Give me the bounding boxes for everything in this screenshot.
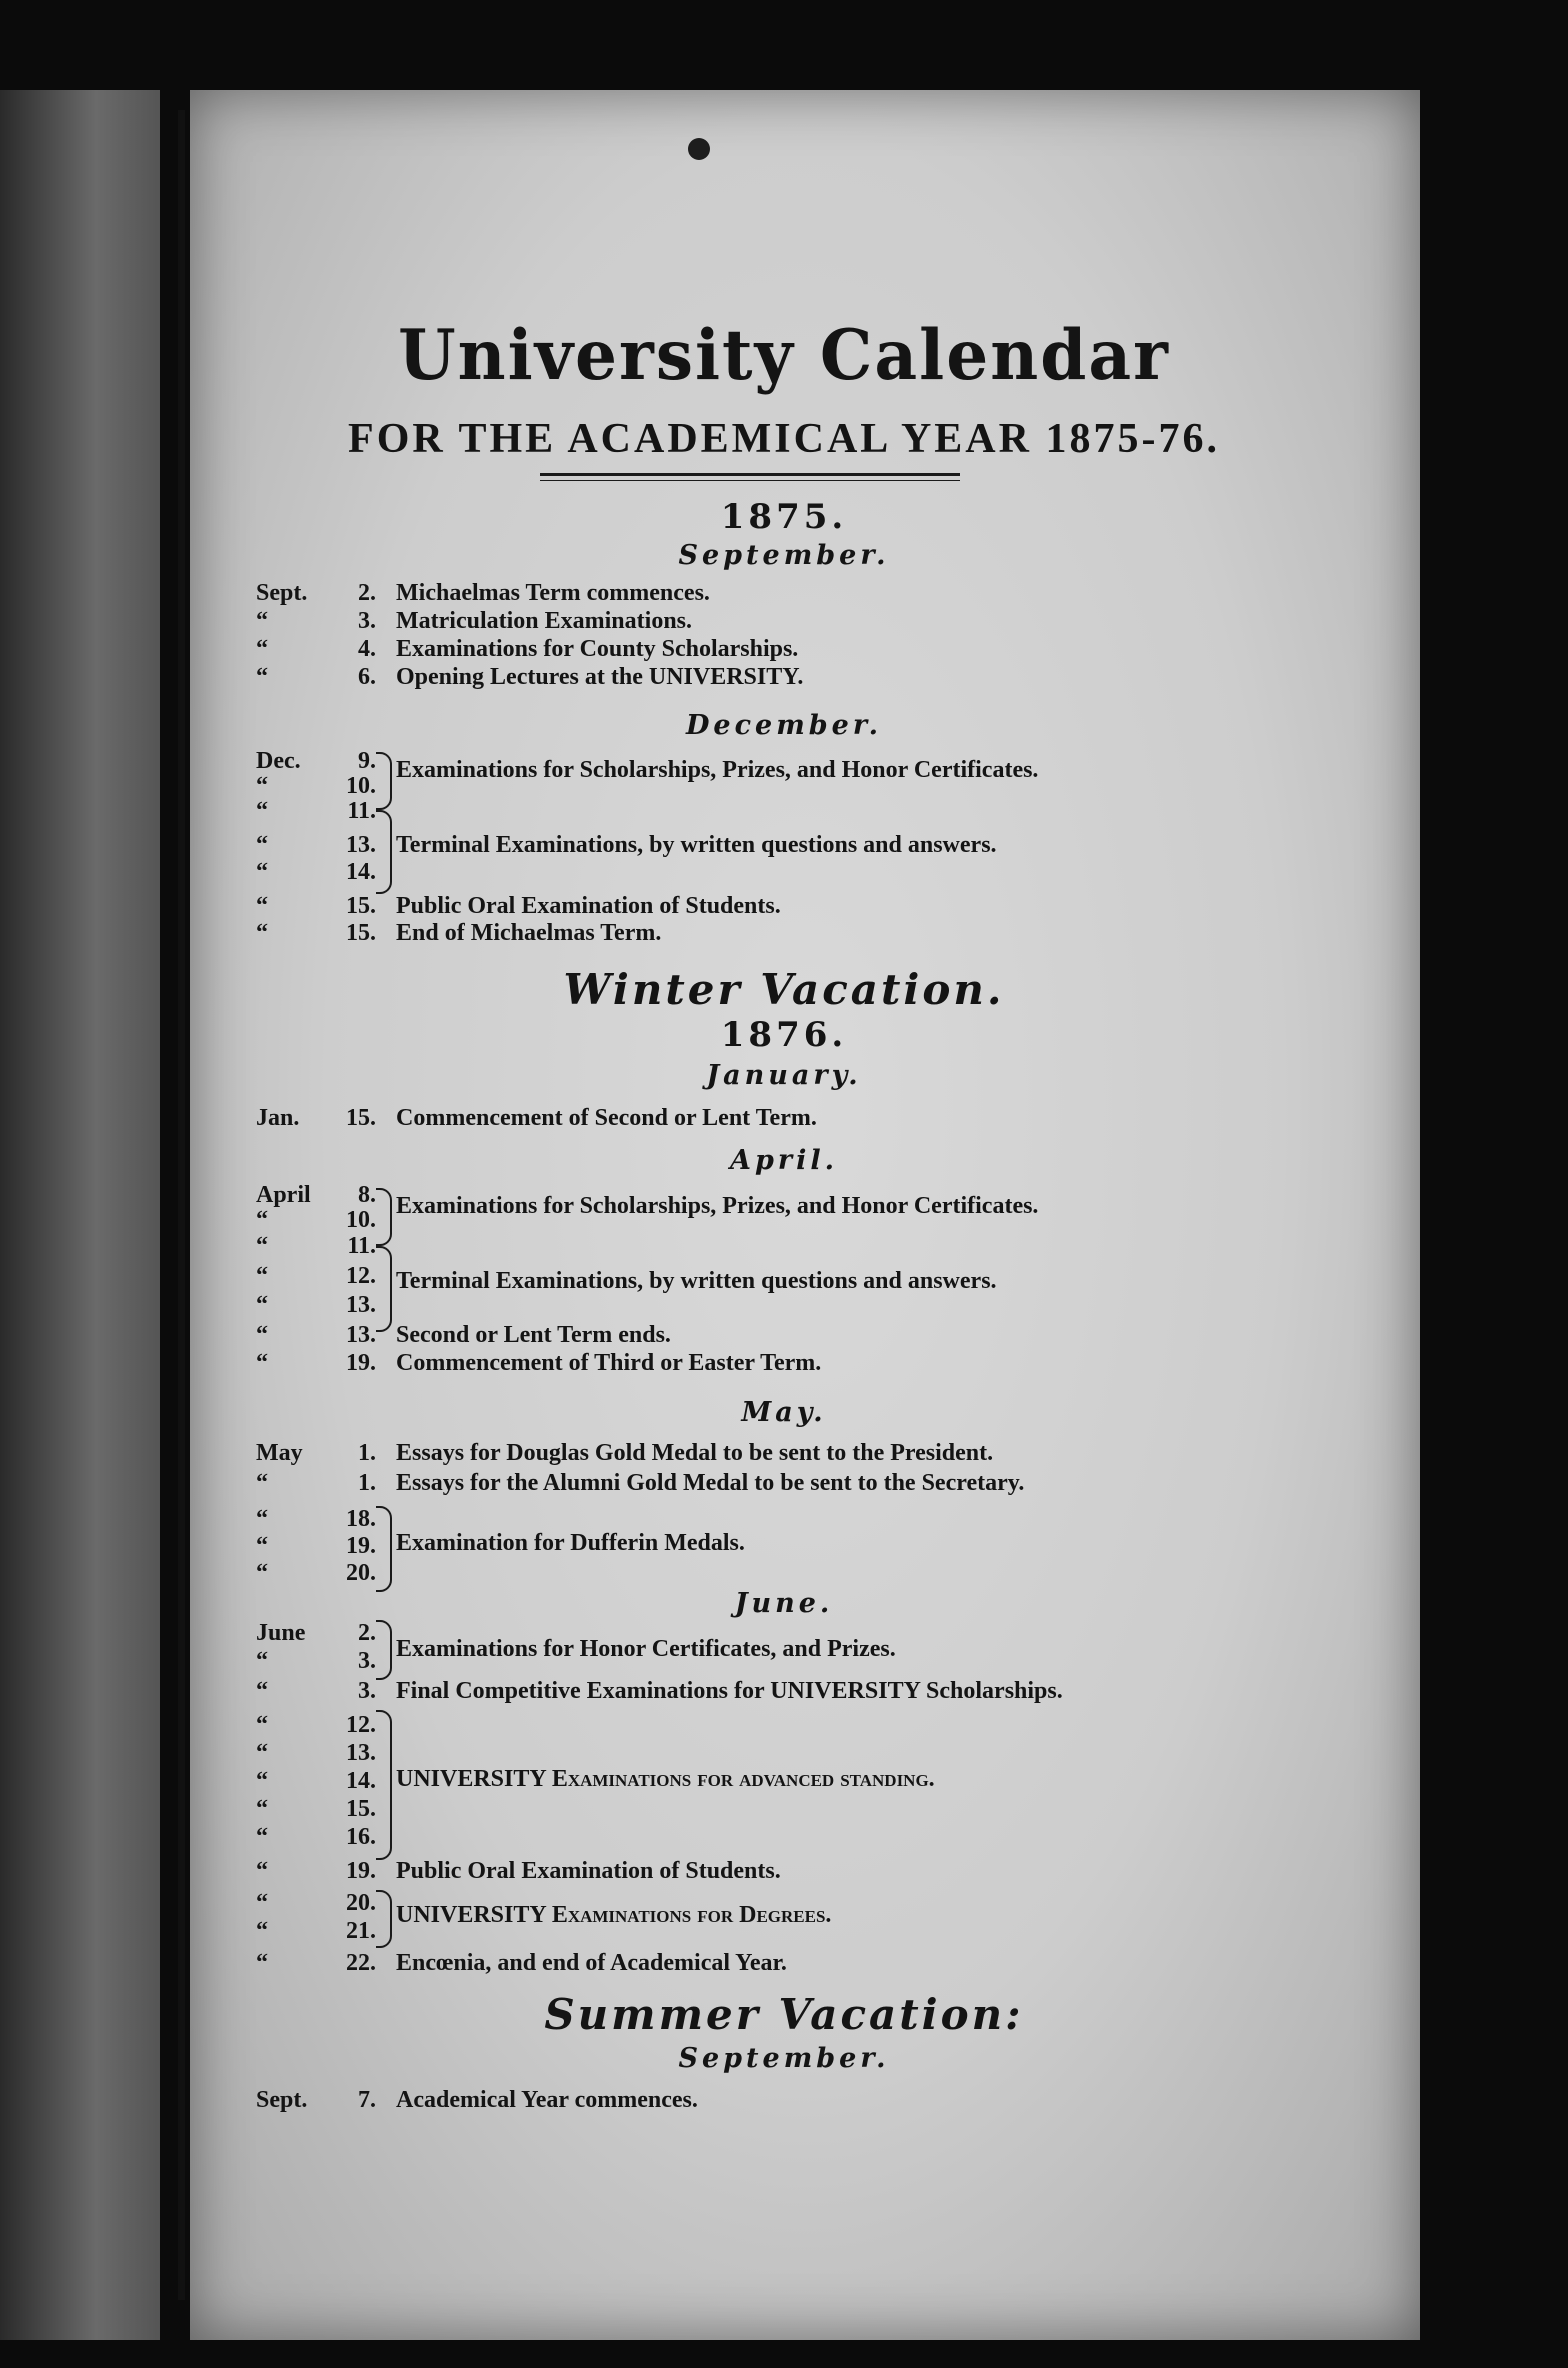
- entry-day: 2.: [358, 1620, 376, 1646]
- entry-day: 11.: [347, 798, 376, 824]
- entry-day: 3.: [358, 1678, 376, 1704]
- entry-month: “: [256, 1712, 268, 1738]
- entry-description: Public Oral Examination of Students.: [396, 893, 781, 919]
- entry-month: “: [256, 1918, 268, 1944]
- entry-day: 19.: [346, 1533, 376, 1559]
- entry-description: Matriculation Examinations.: [396, 608, 693, 634]
- entry-month: “: [256, 1533, 268, 1559]
- entry-day: 1.: [358, 1470, 376, 1496]
- entry-description: End of Michaelmas Term.: [396, 920, 662, 946]
- entry-month: “: [256, 1768, 268, 1794]
- entry-day: 10.: [346, 773, 376, 799]
- entry-month: “: [256, 859, 268, 885]
- entry-month: “: [256, 773, 268, 799]
- entry-day: 22.: [346, 1950, 376, 1976]
- divider: [540, 480, 960, 481]
- winter-vacation-heading: Winter Vacation.: [563, 965, 1005, 1014]
- entry-description: Essays for the Alumni Gold Medal to be sent to the Secretary.: [396, 1470, 1025, 1496]
- page-title: University Calendar: [398, 314, 1170, 396]
- month-heading-december: December.: [686, 710, 882, 741]
- entry-description: UNIVERSITY Examinations for Degrees.: [396, 1902, 832, 1928]
- entry-day: 7.: [358, 2087, 376, 2113]
- year-heading-1875: 1875.: [720, 497, 848, 537]
- entry-day: 14.: [346, 859, 376, 885]
- entry-month: Dec.: [256, 748, 301, 774]
- month-heading-april: April.: [730, 1145, 838, 1176]
- entry-day: 15.: [346, 1105, 376, 1131]
- ornament-icon: [688, 138, 710, 160]
- entry-month: “: [256, 920, 268, 946]
- entry-day: 19.: [346, 1858, 376, 1884]
- entry-month: “: [256, 1350, 268, 1376]
- entry-day: 20.: [346, 1890, 376, 1916]
- entry-month: “: [256, 1648, 268, 1674]
- entry-month: Sept.: [256, 2087, 308, 2113]
- entry-day: 13.: [346, 832, 376, 858]
- entry-day: 12.: [346, 1712, 376, 1738]
- entry-day: 2.: [358, 580, 376, 606]
- entry-month: “: [256, 1890, 268, 1916]
- entry-month: “: [256, 798, 268, 824]
- entry-day: 16.: [346, 1824, 376, 1850]
- brace: [376, 1710, 392, 1860]
- entry-month: Sept.: [256, 580, 308, 606]
- entry-description: Examinations for Scholarships, Prizes, and Honor Certificates.: [396, 1193, 1039, 1219]
- entry-day: 19.: [346, 1350, 376, 1376]
- entry-description: Terminal Examinations, by written questions and answers.: [396, 1268, 997, 1294]
- entry-month: “: [256, 1950, 268, 1976]
- entry-day: 15.: [346, 1796, 376, 1822]
- entry-description: Essays for Douglas Gold Medal to be sent to the President.: [396, 1440, 994, 1466]
- entry-month: April: [256, 1182, 311, 1208]
- entry-description: Examination for Dufferin Medals.: [396, 1530, 745, 1556]
- entry-day: 8.: [358, 1182, 376, 1208]
- entry-description: UNIVERSITY Examinations for advanced standing.: [396, 1766, 935, 1792]
- entry-month: “: [256, 1233, 268, 1259]
- entry-description: Opening Lectures at the UNIVERSITY.: [396, 664, 804, 690]
- entry-month: “: [256, 1263, 268, 1289]
- brace: [376, 1890, 392, 1948]
- entry-day: 13.: [346, 1740, 376, 1766]
- entry-month: June: [256, 1620, 306, 1646]
- entry-day: 21.: [346, 1918, 376, 1944]
- entry-month: “: [256, 1796, 268, 1822]
- entry-day: 3.: [358, 1648, 376, 1674]
- entry-description: Examinations for County Scholarships.: [396, 636, 799, 662]
- entry-day: 15.: [346, 893, 376, 919]
- entry-month: “: [256, 832, 268, 858]
- entry-description: Encœnia, and end of Academical Year.: [396, 1950, 787, 1976]
- entry-month: “: [256, 1824, 268, 1850]
- entry-month: “: [256, 1858, 268, 1884]
- entry-day: 20.: [346, 1560, 376, 1586]
- entry-day: 1.: [358, 1440, 376, 1466]
- entry-day: 13.: [346, 1292, 376, 1318]
- entry-day: 14.: [346, 1768, 376, 1794]
- year-heading-1876: 1876.: [720, 1015, 848, 1055]
- entry-month: “: [256, 636, 268, 662]
- entry-month: “: [256, 1470, 268, 1496]
- month-heading-september: September.: [678, 540, 890, 571]
- month-heading-september-2: September.: [678, 2043, 890, 2074]
- entry-day: 6.: [358, 664, 376, 690]
- entry-day: 9.: [358, 748, 376, 774]
- entry-month: “: [256, 664, 268, 690]
- brace: [376, 810, 392, 894]
- brace: [376, 1506, 392, 1592]
- entry-description: Examinations for Honor Certificates, and Prizes.: [396, 1636, 896, 1662]
- brace: [376, 1620, 392, 1680]
- month-heading-january: January.: [706, 1060, 862, 1091]
- month-heading-june: June.: [734, 1588, 834, 1619]
- divider: [540, 473, 960, 476]
- summer-vacation-heading: Summer Vacation:: [544, 1990, 1024, 2039]
- entry-description: Final Competitive Examinations for UNIVERSITY Scholarships.: [396, 1678, 1063, 1704]
- entry-day: 18.: [346, 1506, 376, 1532]
- entry-day: 13.: [346, 1322, 376, 1348]
- entry-month: “: [256, 1740, 268, 1766]
- entry-description: Academical Year commences.: [396, 2087, 698, 2113]
- page-subtitle: FOR THE ACADEMICAL YEAR 1875-76.: [348, 416, 1220, 462]
- brace: [376, 1246, 392, 1332]
- entry-description: Terminal Examinations, by written questions and answers.: [396, 832, 997, 858]
- entry-day: 12.: [346, 1263, 376, 1289]
- entry-description: Second or Lent Term ends.: [396, 1322, 671, 1348]
- entry-month: May: [256, 1440, 303, 1466]
- entry-month: “: [256, 1292, 268, 1318]
- brace: [376, 752, 392, 810]
- entry-day: 4.: [358, 636, 376, 662]
- entry-description: Commencement of Third or Easter Term.: [396, 1350, 822, 1376]
- month-heading-may: May.: [741, 1397, 827, 1428]
- entry-month: “: [256, 608, 268, 634]
- entry-month: “: [256, 1506, 268, 1532]
- entry-day: 10.: [346, 1207, 376, 1233]
- entry-description: Commencement of Second or Lent Term.: [396, 1105, 817, 1131]
- entry-day: 11.: [347, 1233, 376, 1259]
- entry-month: “: [256, 1322, 268, 1348]
- entry-month: “: [256, 893, 268, 919]
- brace: [376, 1188, 392, 1246]
- entry-month: “: [256, 1560, 268, 1586]
- entry-month: “: [256, 1207, 268, 1233]
- entry-month: “: [256, 1678, 268, 1704]
- entry-day: 3.: [358, 608, 376, 634]
- entry-description: Public Oral Examination of Students.: [396, 1858, 781, 1884]
- entry-description: Michaelmas Term commences.: [396, 580, 710, 606]
- entry-day: 15.: [346, 920, 376, 946]
- entry-description: Examinations for Scholarships, Prizes, and Honor Certificates.: [396, 757, 1039, 783]
- entry-month: Jan.: [256, 1105, 300, 1131]
